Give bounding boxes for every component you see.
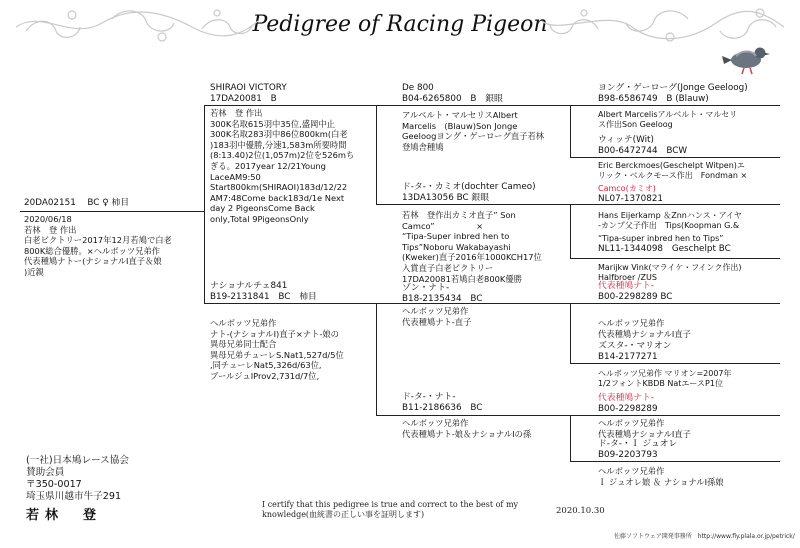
note-line: )183羽中優勝,分速1,583m所要時間 <box>210 139 347 150</box>
note-line: Eric Berckmoes(Geschelpt Witpen)エ <box>598 161 745 170</box>
note-line: Halfbroer /ZUS <box>598 273 657 282</box>
dd-ring: B11-2186636 BC <box>402 403 483 413</box>
ss-line <box>376 105 570 106</box>
note-line: 若林 登 作出 <box>210 108 263 118</box>
sd-bracket <box>570 204 571 258</box>
ggp-11-notes <box>598 418 691 439</box>
g4-line <box>570 258 780 259</box>
note-line: 代表種鳩ナト-娘＆ナショナルⅠの孫 <box>402 428 532 439</box>
note-line: Hans Eijerkamp ＆Znnハンス・アイヤ <box>598 211 742 220</box>
note-line: ヘルボッツ兄弟作 マリオン=2007年 <box>598 369 732 378</box>
ggp-10 <box>598 393 658 415</box>
subject-line <box>20 211 204 212</box>
note-line: 代表種鳩ナショナルⅠ直子 <box>598 328 691 339</box>
sd-name: ド-タ-・カミオ(dochter Cameo) <box>402 182 536 192</box>
note-line: 若林 登 作出 <box>24 224 77 235</box>
ggp-5-notes <box>598 263 741 283</box>
g8-line <box>570 363 780 364</box>
ggp-1 <box>598 83 748 105</box>
ggp-name: ズスタ-・マリオン <box>598 341 672 351</box>
note-line: Camco” × <box>402 220 484 231</box>
note-line: ヘルボッツ兄弟作 <box>598 466 665 476</box>
note-line: Marcelis (Blauw)Son Jonge <box>402 120 518 131</box>
ggp-red-name: 代表種鳩ナト- <box>598 281 654 291</box>
note-line: 2020/06/18 <box>24 214 72 224</box>
note-line: ヘルボッツ兄弟作 <box>598 318 665 328</box>
note-line: ブールジュⅠProv2,731d/7位, <box>210 370 320 381</box>
note-line: -カンプ父子作出 Tips(Koopman G.& <box>598 221 740 230</box>
dd-notes <box>402 418 531 439</box>
note-line: 300K名取283羽中86位800km(白老 <box>210 129 348 140</box>
note-line: ヘルボッツ兄弟作 <box>402 306 469 316</box>
pigeon-icon <box>722 42 774 80</box>
sire-header <box>210 83 287 105</box>
dam-notes <box>210 318 344 382</box>
ggp-ring: B00-6472744 BCW <box>598 146 688 156</box>
note-line: ,同チューレNat5,326d/63位, <box>210 360 322 371</box>
note-line: Ｉ ジュオレ娘 ＆ ナショナルⅠ孫娘 <box>598 476 724 487</box>
note-line: (Kweker)直子2016年1000KCH17位 <box>402 252 542 263</box>
sd-ring: 13DA13056 BC 銀眼 <box>402 193 490 203</box>
ggp-7-notes <box>598 318 691 339</box>
ss-notes <box>402 110 544 152</box>
note-line: AM7:48Come back183d/1e Next <box>210 192 345 203</box>
note-line: Tips”Noboru Wakabayashi <box>402 241 511 252</box>
sd-header <box>402 182 536 204</box>
sd-line <box>376 204 570 205</box>
ggp-3 <box>598 161 747 205</box>
note-line: Geeloogヨング・ゲーローグ直子若林 <box>402 131 545 142</box>
ggp-ring: NL11-1344098 Geschelpt BC <box>598 244 731 254</box>
note-line: 300K名取615羽中35位,盛岡中止 <box>210 118 335 129</box>
ds-ring: B18-2135434 BC <box>402 294 483 304</box>
g0-line <box>570 105 780 106</box>
ds-bracket <box>570 303 571 363</box>
breeder-line: 埼玉県川越市牛子291 <box>26 491 122 502</box>
note-line: 代表種鳩ナショナルⅠ直子 <box>598 428 691 439</box>
ggp-1-notes <box>598 110 737 130</box>
ggp-name: ウィッテ(Wit) <box>598 135 654 145</box>
note-line: 登鳩舎種鳩 <box>402 141 444 152</box>
note-line: 17DA20081若鳩白老800K優勝 <box>402 273 522 284</box>
note-line: 800K総合優勝。×ヘルボッツ兄弟作 <box>24 245 161 256</box>
dam-ring: B19-2131841 BC 柿目 <box>210 292 317 302</box>
note-line: ヘルボッツ兄弟作 <box>598 418 665 428</box>
note-line: アルベルト・マルセリスAlbert <box>402 110 518 120</box>
ggp-ring: NL07-1370821 <box>598 194 664 204</box>
ds-name: ゾン・ナト- <box>402 283 450 293</box>
ggp-6 <box>598 281 673 303</box>
note-line: ヘルボッツ兄弟作 <box>210 318 277 328</box>
ss-ring: B04-6265800 B 銀眼 <box>402 94 503 104</box>
ggp-ring: B09-2203793 <box>598 450 658 460</box>
ss-header <box>402 83 503 105</box>
subject-notes <box>24 214 172 278</box>
certification <box>262 500 518 519</box>
note-line: only,Total 9PigeonsOnly <box>210 213 309 224</box>
breeder-block <box>26 455 129 523</box>
ss-name: De 800 <box>402 83 434 93</box>
credit: 佐藤ソフトウェア開発事務所 http://www.fly.plala.or.jp/petrick/ <box>614 533 795 540</box>
note-line: ナト-(ナショナルⅠ)直子×ナト-娘の <box>210 328 339 339</box>
sire-name: SHIRAOI VICTORY <box>210 83 287 93</box>
note-line: LaceAM9:50 <box>210 171 261 182</box>
ds-notes <box>402 306 471 327</box>
ggp-name: ヨング・ゲーローグ(Jonge Geeloog) <box>598 83 748 93</box>
ggp-13-notes <box>598 466 724 487</box>
sire-ring: 17DA20081 B <box>210 94 277 104</box>
dam-bracket <box>376 303 377 415</box>
sire-bracket <box>376 105 377 204</box>
g6-line <box>570 303 780 304</box>
ggp-2 <box>598 135 687 157</box>
cert-line: I certify that this pedigree is true and correct to the best of my <box>262 500 519 509</box>
breeder-line: 〒350-0017 <box>26 479 82 490</box>
page-title: Pedigree of Racing Pigeon <box>252 12 548 37</box>
breeder-name: 若林 登 <box>26 508 103 523</box>
ds-header <box>402 283 483 305</box>
note-line: (8:13.40)2位(1,057m)2位を526mち <box>210 150 355 161</box>
ornament-left <box>12 5 260 47</box>
note-line: 入賞直子白老ビクトリー <box>402 262 494 273</box>
ggp-12 <box>598 439 677 461</box>
note-line: Start800km(SHIRAOI)183d/12/22 <box>210 182 348 193</box>
note-line: day 2 PigeonsCome Back <box>210 203 315 214</box>
dd-name: ド-タ-・ナト- <box>402 392 456 402</box>
dd-line <box>376 415 570 416</box>
dam-header <box>210 281 317 303</box>
breeder-line: (一社)日本鳩レース協会 <box>26 455 129 466</box>
note-line: 異母兄弟同士配合 <box>210 339 277 350</box>
subject-bracket <box>204 105 205 303</box>
note-line: 1/2フォントKBDB NatエースP1位 <box>598 379 723 388</box>
ggp-red-name: 代表種鳩ナト- <box>598 393 654 403</box>
ggp-ring: B14-2177271 <box>598 352 658 362</box>
note-line: Marijkw Vink(マライケ・フインク作出) <box>598 263 742 272</box>
ggp-ring: B00-2298289 BC <box>598 292 673 302</box>
sd-notes <box>402 210 542 284</box>
note-line: 代表種鳩ナトー(ナショナルⅠ直子＆娘 <box>24 256 162 267</box>
note-line: “Tipa-Super inbred hen to <box>402 231 510 242</box>
g2-line <box>570 157 780 158</box>
sire-notes <box>210 108 354 225</box>
note-line: )近親 <box>24 266 44 277</box>
ggp-4 <box>598 211 742 255</box>
ornament-right <box>540 5 788 47</box>
note-line: 白老ビクトリー2017年12月若鳩で白老 <box>24 235 172 246</box>
dd-header <box>402 392 482 414</box>
note-line: ス作出Son Geeloog <box>598 120 673 129</box>
g10-line <box>570 415 780 416</box>
note-line: Albert Marcelisアルベルト・マルセリ <box>598 110 738 119</box>
cert-date: 2020.10.30 <box>556 506 605 516</box>
g12-line <box>570 461 780 462</box>
dam-line <box>204 303 376 304</box>
sire-line <box>204 105 376 106</box>
note-line: 異母兄弟チューレS.Nat1,527d/5位 <box>210 349 344 360</box>
dam-name: ナショナルチェ841 <box>210 281 288 291</box>
ggp-name: ド-タ-・Ｉ ジュオレ <box>598 439 678 449</box>
note-line: リック・ベルクモース作出 Fondman × <box>598 171 748 180</box>
subject-ring: 20DA02151 BC ♀ 柿目 <box>24 198 130 208</box>
note-line: “Tipa-super inbred hen to Tips” <box>598 234 724 243</box>
note-line: 若林 登作出カミオ直子” Son <box>402 210 516 220</box>
ggp-ring: B98-6586749 B (Blauw) <box>598 94 709 104</box>
note-line: ぎる。2017year 12/21Young <box>210 160 326 171</box>
cert-line: knowledge(血統書の正しい事を証明します) <box>262 509 425 519</box>
ss-bracket <box>570 105 571 157</box>
note-line: ヘルボッツ兄弟作 <box>402 418 469 428</box>
dd-bracket <box>570 415 571 461</box>
note-line: 代表種鳩ナト-直子 <box>402 316 472 327</box>
breeder-line: 賛助会員 <box>26 467 65 478</box>
ggp-ring: B00-2298289 <box>598 404 658 414</box>
ggp-8 <box>598 341 671 363</box>
ggp-red-name: Camco(カミオ) <box>598 184 656 193</box>
ggp-9-notes <box>598 369 732 389</box>
